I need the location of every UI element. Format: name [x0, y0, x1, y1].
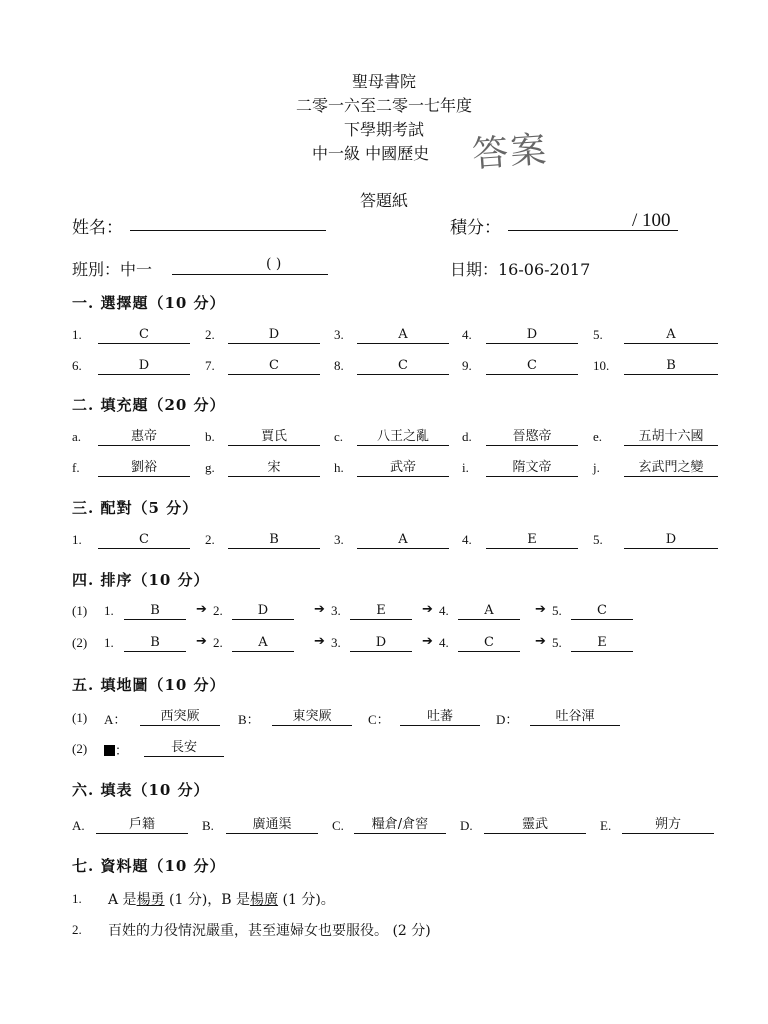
sequence-answer: B [124, 602, 186, 620]
mc-answer: D [228, 326, 320, 344]
sequence-answer: D [232, 602, 294, 620]
arrow-icon: ➔ [314, 634, 325, 649]
table-item-label: B. [202, 818, 214, 833]
question-letter: i. [462, 460, 469, 475]
sequence-position: 3. [331, 603, 341, 618]
score-total: / 100 [632, 210, 671, 231]
fill-in-answer: 賈氏 [228, 428, 320, 446]
section-2-title: 二. 填充題（20 分） [72, 396, 226, 414]
question-number: 3. [334, 532, 344, 547]
exam-name: 下學期考試 [343, 120, 424, 139]
question-number: 4. [462, 327, 472, 342]
question-number: 4. [462, 532, 472, 547]
matching-answer: D [624, 531, 718, 549]
fill-in-answer: 惠帝 [98, 428, 190, 446]
question-letter: d. [462, 429, 472, 444]
q7-1-text-c: (1 分)。 [278, 892, 335, 908]
fill-in-answer: 劉裕 [98, 459, 190, 477]
table-answer: 廣通渠 [226, 816, 318, 834]
arrow-icon: ➔ [196, 602, 207, 617]
q7-2-number: 2. [72, 922, 82, 937]
sequence-answer: C [458, 634, 520, 652]
question-number: 1. [72, 532, 82, 547]
sequence-position: 2. [213, 635, 223, 650]
sheet-title: 答題紙 [359, 191, 408, 210]
mc-answer: A [357, 326, 449, 344]
question-number: 2. [205, 327, 215, 342]
fill-in-answer: 玄武門之變 [624, 459, 718, 477]
fill-in-answer: 隋文帝 [486, 459, 578, 477]
question-number: 7. [205, 358, 215, 373]
black-square-icon [104, 745, 115, 756]
class-label: 班別：中一 [72, 260, 153, 279]
mc-answer: B [624, 357, 718, 375]
section-4-title: 四. 排序（10 分） [72, 571, 210, 589]
score-label: 積分： [450, 218, 501, 238]
map-answer: 東突厥 [272, 708, 352, 726]
class-number-paren: ( ) [266, 256, 282, 272]
map-label: B： [238, 712, 260, 727]
q7-1-answer [108, 889, 335, 909]
fill-in-answer: 晉愍帝 [486, 428, 578, 446]
answer-stamp: 答案 [470, 129, 550, 176]
map-answer-square: 長安 [144, 739, 224, 757]
sequence-answer: A [232, 634, 294, 652]
subject: 中一級 中國歷史 [312, 144, 430, 163]
sequence-position: 5. [552, 603, 562, 618]
question-letter: b. [205, 429, 215, 444]
mc-answer: C [228, 357, 320, 375]
arrow-icon: ➔ [422, 602, 433, 617]
table-item-label: C. [332, 818, 344, 833]
map-answer: 西突厥 [140, 708, 220, 726]
mc-answer: D [98, 357, 190, 375]
question-letter: j. [593, 460, 600, 475]
question-number: 5. [593, 327, 603, 342]
q7-2-answer: 百姓的力役情況嚴重，甚至連婦女也要服役。 (2 分) [108, 923, 431, 939]
map-answer: 吐蕃 [400, 708, 480, 726]
black-square-colon: ： [115, 743, 129, 758]
q7-1-number: 1. [72, 891, 82, 906]
q7-1-text-b: (1 分)，B 是 [164, 892, 251, 908]
table-answer: 朔方 [622, 816, 714, 834]
arrow-icon: ➔ [196, 634, 207, 649]
arrow-icon: ➔ [535, 602, 546, 617]
question-letter: h. [334, 460, 344, 475]
sequence-answer: C [571, 602, 633, 620]
sequence-position: 1. [104, 603, 114, 618]
matching-answer: E [486, 531, 578, 549]
mc-answer: A [624, 326, 718, 344]
q7-1-answer-b: 楊廣 [250, 892, 279, 908]
sequence-row-label: (1) [72, 603, 88, 618]
question-letter: c. [334, 429, 344, 444]
question-number: 3. [334, 327, 344, 342]
mc-answer: D [486, 326, 578, 344]
fill-in-answer: 八王之亂 [357, 428, 449, 446]
question-letter: f. [72, 460, 80, 475]
table-item-label: E. [600, 818, 612, 833]
matching-answer: B [228, 531, 320, 549]
sequence-position: 1. [104, 635, 114, 650]
fill-in-answer: 武帝 [357, 459, 449, 477]
sequence-answer: D [350, 634, 412, 652]
black-square-marker [104, 740, 128, 759]
section-6-title: 六. 填表（10 分） [72, 781, 210, 799]
school-name: 聖母書院 [351, 72, 416, 91]
matching-answer: C [98, 531, 190, 549]
section-5-title: 五. 填地圖（10 分） [72, 676, 226, 694]
arrow-icon: ➔ [422, 634, 433, 649]
question-number: 6. [72, 358, 82, 373]
section-3-title: 三. 配對（5 分） [72, 499, 199, 517]
mc-answer: C [98, 326, 190, 344]
sequence-position: 3. [331, 635, 341, 650]
question-number: 10. [593, 358, 610, 373]
question-letter: e. [593, 429, 603, 444]
sequence-position: 2. [213, 603, 223, 618]
map-label: A： [104, 712, 127, 727]
sequence-answer: E [350, 602, 412, 620]
matching-answer: A [357, 531, 449, 549]
table-item-label: D. [460, 818, 473, 833]
fill-in-answer: 宋 [228, 459, 320, 477]
question-number: 2. [205, 532, 215, 547]
map-answer: 吐谷渾 [530, 708, 620, 726]
school-year: 二零一六至二零一七年度 [295, 96, 472, 115]
sequence-answer: E [571, 634, 633, 652]
exam-date: 日期：16-06-2017 [450, 260, 591, 279]
arrow-icon: ➔ [535, 634, 546, 649]
section-7-title: 七. 資料題（10 分） [72, 857, 226, 875]
mc-answer: C [357, 357, 449, 375]
q7-1-text-a: A 是 [108, 892, 137, 908]
map-label: D： [496, 712, 519, 727]
question-letter: g. [205, 460, 215, 475]
map-row-1-label: (1) [72, 710, 88, 725]
table-answer: 糧倉/倉窖 [354, 816, 446, 834]
question-number: 1. [72, 327, 82, 342]
sequence-position: 4. [439, 603, 449, 618]
sequence-position: 5. [552, 635, 562, 650]
mc-answer: C [486, 357, 578, 375]
table-answer: 戶籍 [96, 816, 188, 834]
question-number: 9. [462, 358, 472, 373]
question-letter: a. [72, 429, 82, 444]
map-label: C： [368, 712, 390, 727]
q7-1-answer-a: 楊勇 [136, 892, 165, 908]
sequence-answer: A [458, 602, 520, 620]
table-item-label: A. [72, 818, 85, 833]
name-field [130, 213, 326, 231]
sequence-position: 4. [439, 635, 449, 650]
question-number: 8. [334, 358, 344, 373]
sequence-answer: B [124, 634, 186, 652]
map-row-2-label: (2) [72, 741, 88, 756]
name-label: 姓名： [72, 218, 123, 238]
arrow-icon: ➔ [314, 602, 325, 617]
question-number: 5. [593, 532, 603, 547]
table-answer: 靈武 [484, 816, 586, 834]
section-1-title: 一. 選擇題（10 分） [72, 294, 226, 312]
class-field [172, 257, 328, 275]
fill-in-answer: 五胡十六國 [624, 428, 718, 446]
sequence-row-label: (2) [72, 635, 88, 650]
